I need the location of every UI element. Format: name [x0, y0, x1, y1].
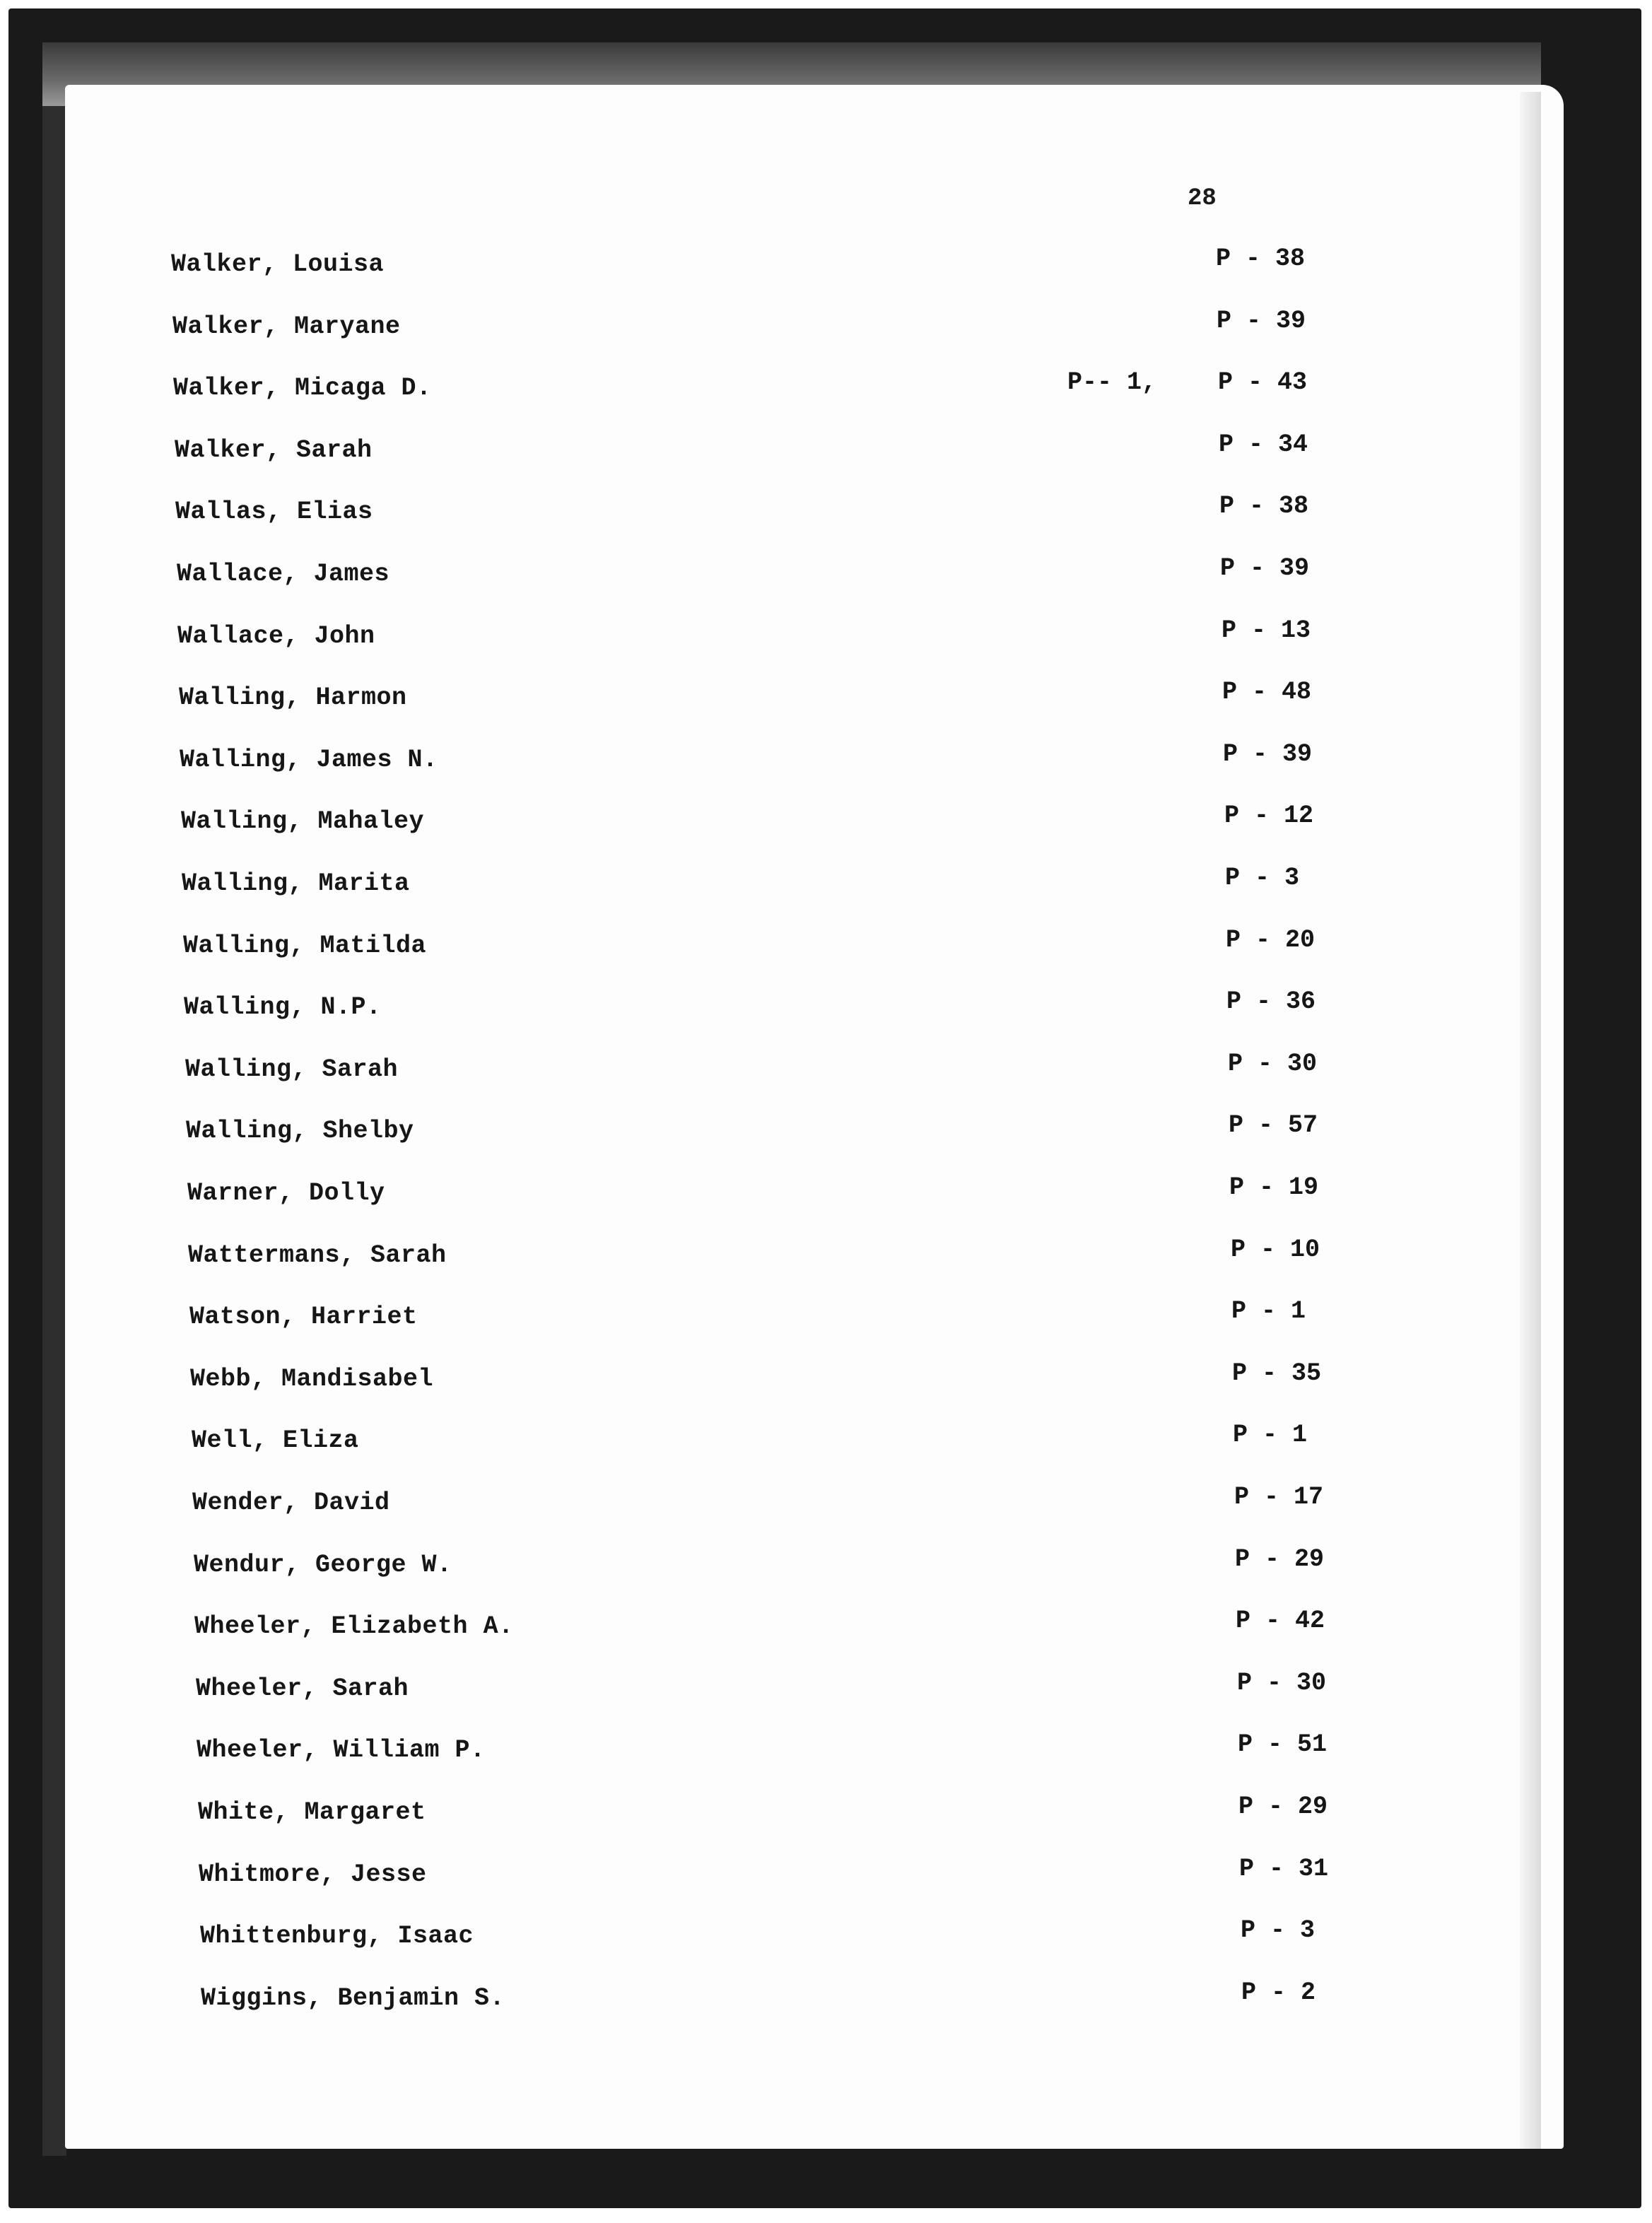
- entry-page-ref: P - 57: [1229, 1111, 1318, 1139]
- entry-name: Walling, Sarah: [185, 1055, 399, 1084]
- entry-page-ref: P - 30: [1228, 1050, 1318, 1078]
- entry-name: Walling, Mahaley: [181, 807, 425, 835]
- entry-name: Wendur, George W.: [194, 1551, 452, 1579]
- entry-page-ref: P - 42: [1236, 1607, 1325, 1635]
- entry-page-ref: P - 38: [1216, 245, 1306, 273]
- entry-name: Wender, David: [192, 1489, 390, 1517]
- entry-page-ref: P - 39: [1217, 307, 1306, 335]
- entry-name: Walling, Harmon: [179, 684, 407, 712]
- entry-page-ref: P - 36: [1226, 987, 1316, 1016]
- entry-name: Walling, James N.: [180, 746, 438, 774]
- entry-name: Wiggins, Benjamin S.: [201, 1984, 505, 2012]
- entry-extra-page-ref: P-- 1,: [1067, 368, 1157, 397]
- entry-name: Walling, Marita: [182, 869, 410, 898]
- page-number: 28: [1188, 185, 1217, 212]
- entry-name: Wallace, John: [177, 622, 375, 650]
- entry-name: Walker, Louisa: [171, 250, 385, 278]
- entry-page-ref: P - 3: [1241, 1916, 1316, 1945]
- left-binding-strip: [42, 106, 66, 2156]
- entry-page-ref: P - 34: [1219, 430, 1308, 459]
- entry-page-ref: P - 17: [1234, 1483, 1324, 1511]
- entry-name: Warner, Dolly: [187, 1179, 385, 1207]
- entry-page-ref: P - 29: [1235, 1545, 1325, 1573]
- entry-name: Wheeler, William P.: [197, 1736, 486, 1764]
- entry-name: Wallas, Elias: [175, 498, 373, 526]
- entry-page-ref: P - 3: [1225, 864, 1300, 892]
- entry-page-ref: P - 39: [1223, 740, 1313, 768]
- entry-name: Wheeler, Elizabeth A.: [194, 1612, 514, 1641]
- entry-name: Wallace, James: [177, 560, 390, 588]
- entry-page-ref: P - 35: [1232, 1359, 1322, 1388]
- entry-name: Well, Eliza: [192, 1426, 359, 1455]
- entry-page-ref: P - 1: [1231, 1297, 1306, 1325]
- entry-page-ref: P - 2: [1241, 1978, 1316, 2007]
- entry-page-ref: P - 19: [1229, 1173, 1319, 1202]
- entry-page-ref: P - 1: [1233, 1421, 1308, 1449]
- entry-name: Walling, Shelby: [186, 1117, 414, 1145]
- entry-name: Walling, N.P.: [184, 993, 382, 1021]
- entry-name: Walker, Maryane: [172, 312, 401, 341]
- entry-name: Walker, Micaga D.: [173, 374, 432, 402]
- entry-name: Wheeler, Sarah: [196, 1674, 409, 1703]
- page-right-edge: [1520, 92, 1541, 2149]
- entry-name: Walling, Matilda: [183, 932, 427, 960]
- entry-page-ref: P - 38: [1219, 492, 1309, 520]
- entry-name: Watson, Harriet: [189, 1303, 418, 1331]
- entry-page-ref: P - 31: [1239, 1855, 1329, 1883]
- entry-name: Wattermans, Sarah: [188, 1241, 447, 1269]
- entry-page-ref: P - 13: [1222, 616, 1311, 645]
- entry-name: Walker, Sarah: [175, 436, 373, 464]
- entry-page-ref: P - 30: [1237, 1669, 1327, 1697]
- entry-name: Whittenburg, Isaac: [200, 1922, 474, 1950]
- entry-page-ref: P - 43: [1218, 368, 1308, 397]
- entry-page-ref: P - 20: [1226, 926, 1316, 954]
- entry-page-ref: P - 10: [1231, 1236, 1320, 1264]
- entry-name: White, Margaret: [198, 1798, 426, 1826]
- entry-name: Whitmore, Jesse: [199, 1860, 427, 1889]
- entry-page-ref: P - 29: [1238, 1793, 1328, 1821]
- entry-name: Webb, Mandisabel: [190, 1365, 434, 1393]
- entry-page-ref: P - 48: [1222, 678, 1312, 706]
- entry-page-ref: P - 39: [1220, 554, 1310, 582]
- entry-page-ref: P - 12: [1224, 802, 1314, 830]
- entry-page-ref: P - 51: [1238, 1730, 1328, 1759]
